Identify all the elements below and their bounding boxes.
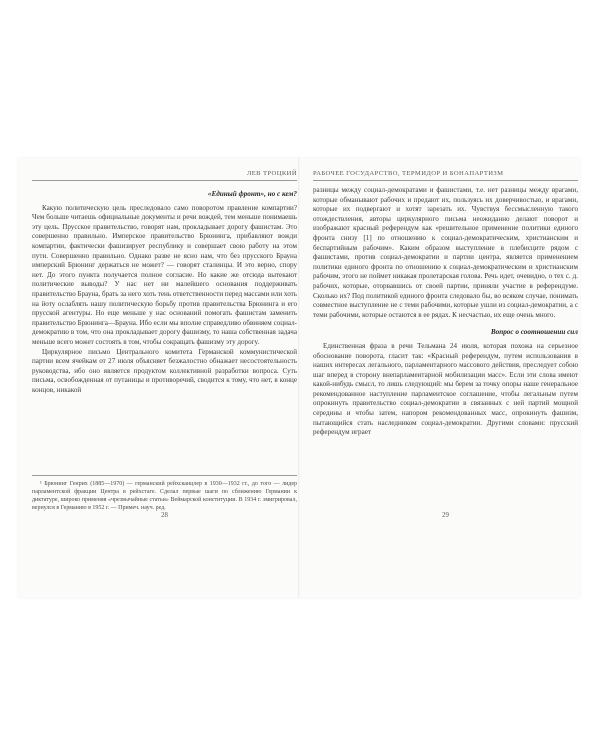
left-running-head: ЛЕВ ТРОЦКИЙ (246, 170, 297, 177)
left-section-title: «Единый фронт», но с кем? (207, 190, 297, 198)
left-paragraph-2: Циркулярное письмо Центрального комитета Германской коммунистической партии всем ячейкам от 27 июля объясняет безжалостно обнажает несостоятельность руководства, ибо оно является продуктом коллективной разработки вопроса. Суть письма, освобожденная от путаницы и противоречий, сводится к тому, что нет, в конце концов, никакой (32, 347, 297, 394)
right-paragraph-2: Единственная фраза в речи Тельмана 24 июля, которая похожа на серьезное обоснование поворота, гласит так: «Красный референдум, путем использования в наших интересах легального, парламентарного массового действия, преследует собою шаг вперед в сторону внепарламентарной мобилизации масс». Если эти слова имеют какой-нибудь смысл, то лишь следующий: мы берем за точку опоры наше генеральное рекомендованное наступление парламентское соглашение, чтобы легальным путем опрокинуть правительство социал-демократии в связанных с ней партий мощной середины и чтобы затем, напором рекомендованных масс, опрокинуть фашизм, пытающийся стать наследником социал-демократии. Другими словами: прусский референдум играет (313, 341, 578, 437)
right-header-rule (313, 180, 578, 181)
right-page-body (313, 186, 578, 438)
book-gutter (298, 158, 300, 598)
book-spread (18, 158, 580, 598)
right-page-number: 29 (442, 512, 449, 519)
right-section-title: Вопрос о соотношении сил (490, 328, 578, 337)
left-footnotes (32, 475, 297, 512)
left-page (32, 158, 297, 598)
left-header-rule (32, 180, 297, 181)
left-paragraph-1: Какую политическую цель преследовало само поворотом правление компартии? Чем больше читаешь официальные документы и речи вождей, тем меньше понимаешь эту цель. Прусское правительство, говорят нам, прокладывает дорогу фашистам. Это совершенно правильно. Имперское правительство Брюнинга, прибавляют вожди компартии, фактически фашизирует республику и совершает свою работу на этом пути. Совершенно правильно. Однако разве не ясно нам, что без прусского Брауна имперский Брюнинг держаться не может? — говорят сталинцы. И это верно, спору нет. До этого пункта получается полное согласие. Но какие же отсюда вытекают политические выводы? У нас нет ни малейшего основания поддерживать правительство Брауна, брать за него хоть тень ответственности перед массами или хоть на йоту ослаблять нашу политическую борьбу против правительства Брюнинга и его прусской агентуры. Но еще меньше у нас оснований помогать фашистам заменить правительство Брюнинга—Брауна. Ибо если мы вполне справедливо обвиняем социал-демократию в том, что она прокладывает дорогу фашизму, то наша собственная задача меньше всего может состоять в том, чтобы сокращать фашизму эту дорогу. (32, 203, 297, 346)
left-page-number: 28 (161, 512, 168, 519)
right-page (313, 158, 578, 598)
right-running-head: РАБОЧЕЕ ГОСУДАРСТВО, ТЕРМИДОР И БОНАПАРТИЗМ (313, 170, 504, 177)
left-page-body (32, 186, 297, 395)
footnote-1: ¹ Брюнинг Генрих (1885—1970) — германский рейхсканцлер в 1930—1932 гг., до того — лидер парламентской фракции Центра в рейхстаге. Сделал первые шаги по сближению Германии к диктатуре, широко применяя «чрезвычайные статьи» Веймарской конституции. В 1934 г. эмигрировал, вернулся в Германию в 1952 г. — Примеч. науч. ред. (32, 481, 297, 511)
right-paragraph-1: разницы между социал-демократами и фашистами, т.е. нет разницы между врагами, которые обманывают рабочих и предают их, пользуясь их доверчивостью, и врагами, которые их подвергают и хотят зарезать их. Чувствуя бессмысленную такого отождествления, авторы циркулярного письма неожиданно делают поворот и изображают красный референдум как «решительное применение политики единого фронта снизу [1] по отношению к социал-демократическим, христианским и беспартийным рабочим». Каким образом выступление в плебисците рядом с фашистами, против социал-демократии и партии центра, является применением политики единого фронта по отношению к социал-демократическим и христианским рабочим, этого не поймет никакая пролетарская голова. Речь идет, очевидно, о тех с. д. рабочих, которые, оторвавшись от своей партии, приняли участие в референдуме. Сколько их? Под политикой единого фронта следовало бы, во всяком случае, понимать совместное выступление не с теми рабочими, которые ушли из социал-демократии, а с теми рабочими, которые остаются в ее рядах. К несчастью, их еще очень много. (313, 186, 578, 319)
